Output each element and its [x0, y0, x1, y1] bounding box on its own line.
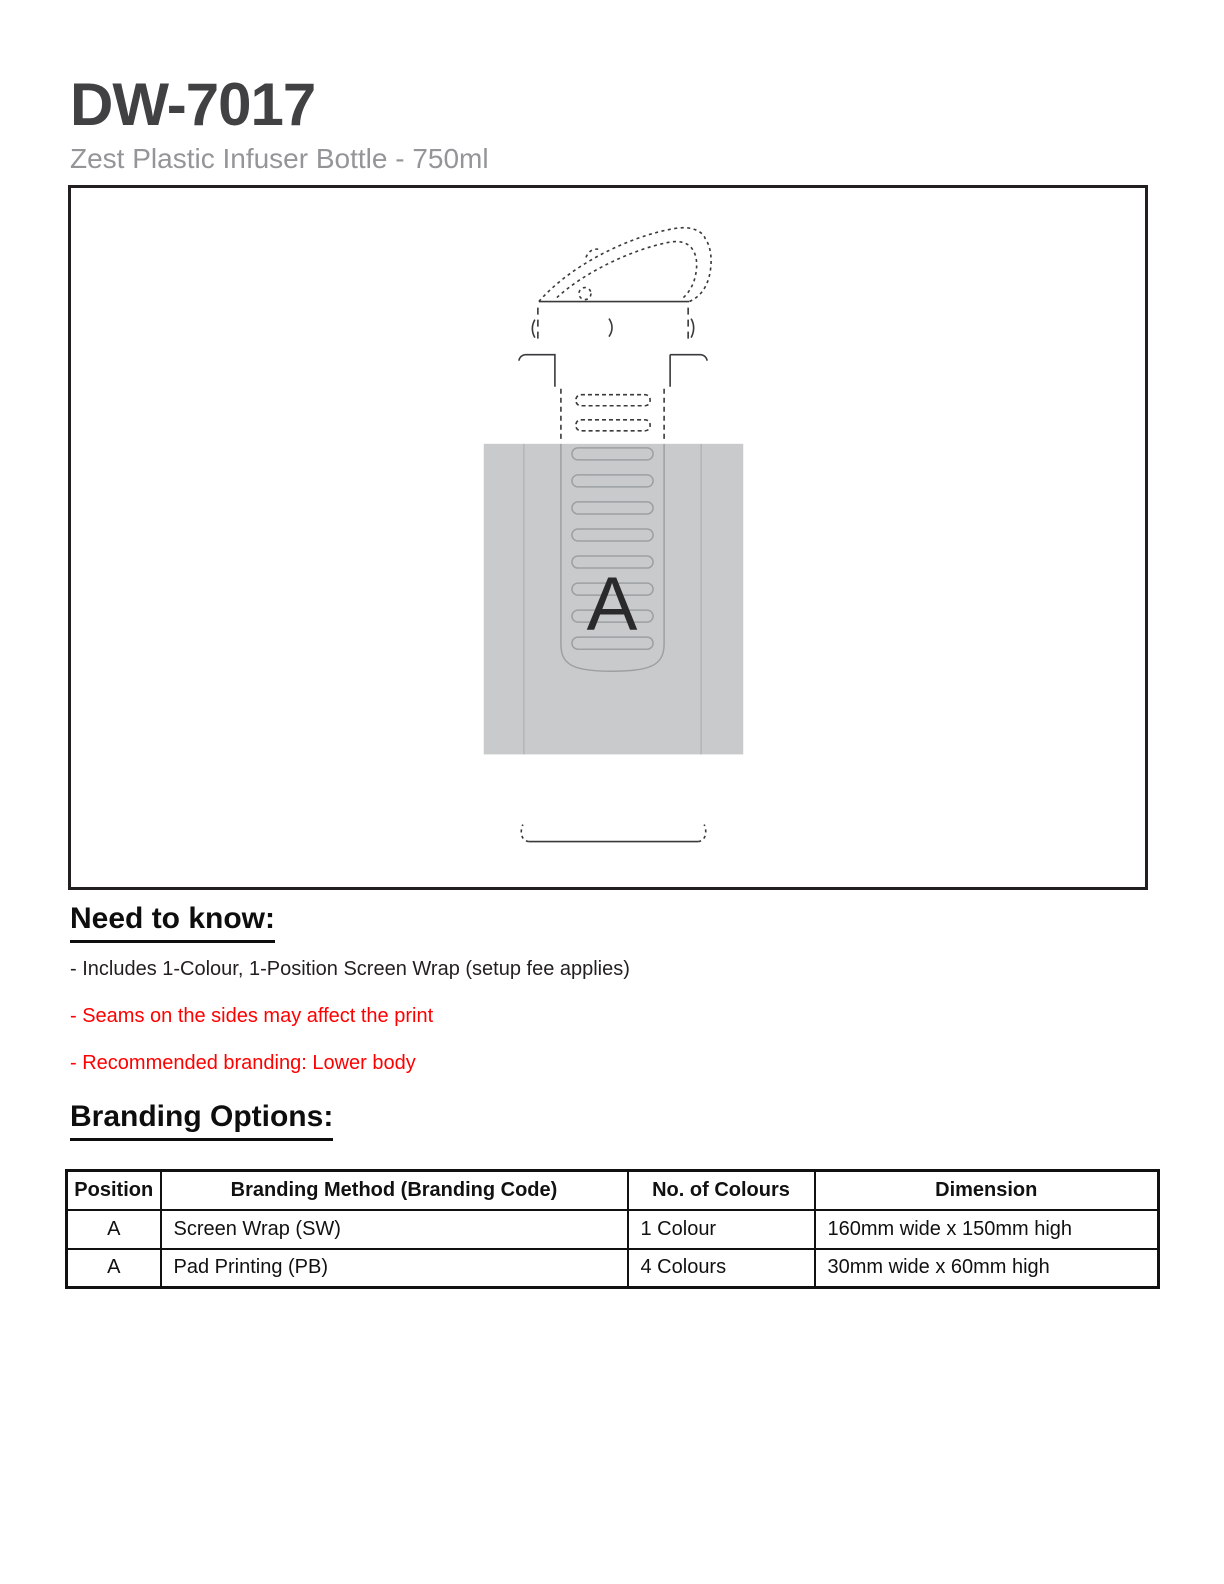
base-corners	[521, 825, 705, 842]
upper-slots	[576, 395, 650, 431]
note-seams: - Seams on the sides may affect the print	[70, 1005, 434, 1027]
col-header-colours: No. of Colours	[628, 1171, 815, 1210]
note-screen-wrap: - Includes 1-Colour, 1-Position Screen Wrap (setup fee applies)	[70, 958, 630, 980]
table-row	[67, 1210, 1159, 1249]
cell-method: Pad Printing (PB)	[161, 1249, 628, 1288]
cap-nub	[586, 249, 600, 257]
branding-options-table	[65, 1169, 1160, 1289]
note-recommended-branding: - Recommended branding: Lower body	[70, 1052, 416, 1074]
cell-dimension: 160mm wide x 150mm high	[815, 1210, 1159, 1249]
branding-options-heading: Branding Options:	[70, 1100, 333, 1141]
col-header-position: Position	[67, 1171, 161, 1210]
cap-inner-line	[557, 242, 697, 300]
product-name-subtitle: Zest Plastic Infuser Bottle - 750ml	[70, 143, 489, 174]
bottle-line-drawing	[71, 188, 1145, 887]
table-header-row	[67, 1171, 1159, 1210]
cell-colours: 1 Colour	[628, 1210, 815, 1249]
need-to-know-heading: Need to know:	[70, 902, 275, 943]
shoulders	[519, 355, 707, 387]
cell-colours: 4 Colours	[628, 1249, 815, 1288]
cell-position: A	[67, 1210, 161, 1249]
cap-outline	[539, 228, 711, 302]
col-header-method: Branding Method (Branding Code)	[161, 1171, 628, 1210]
table-row	[67, 1249, 1159, 1288]
col-header-dimension: Dimension	[815, 1171, 1159, 1210]
cell-position: A	[67, 1249, 161, 1288]
neck-sides	[538, 308, 688, 342]
cell-dimension: 30mm wide x 60mm high	[815, 1249, 1159, 1288]
cap-hinge	[579, 288, 591, 300]
position-label-a: A	[586, 562, 638, 648]
product-code-title: DW-7017	[70, 71, 316, 138]
product-drawing-frame	[68, 185, 1148, 890]
neck-details	[532, 319, 693, 338]
cell-method: Screen Wrap (SW)	[161, 1210, 628, 1249]
